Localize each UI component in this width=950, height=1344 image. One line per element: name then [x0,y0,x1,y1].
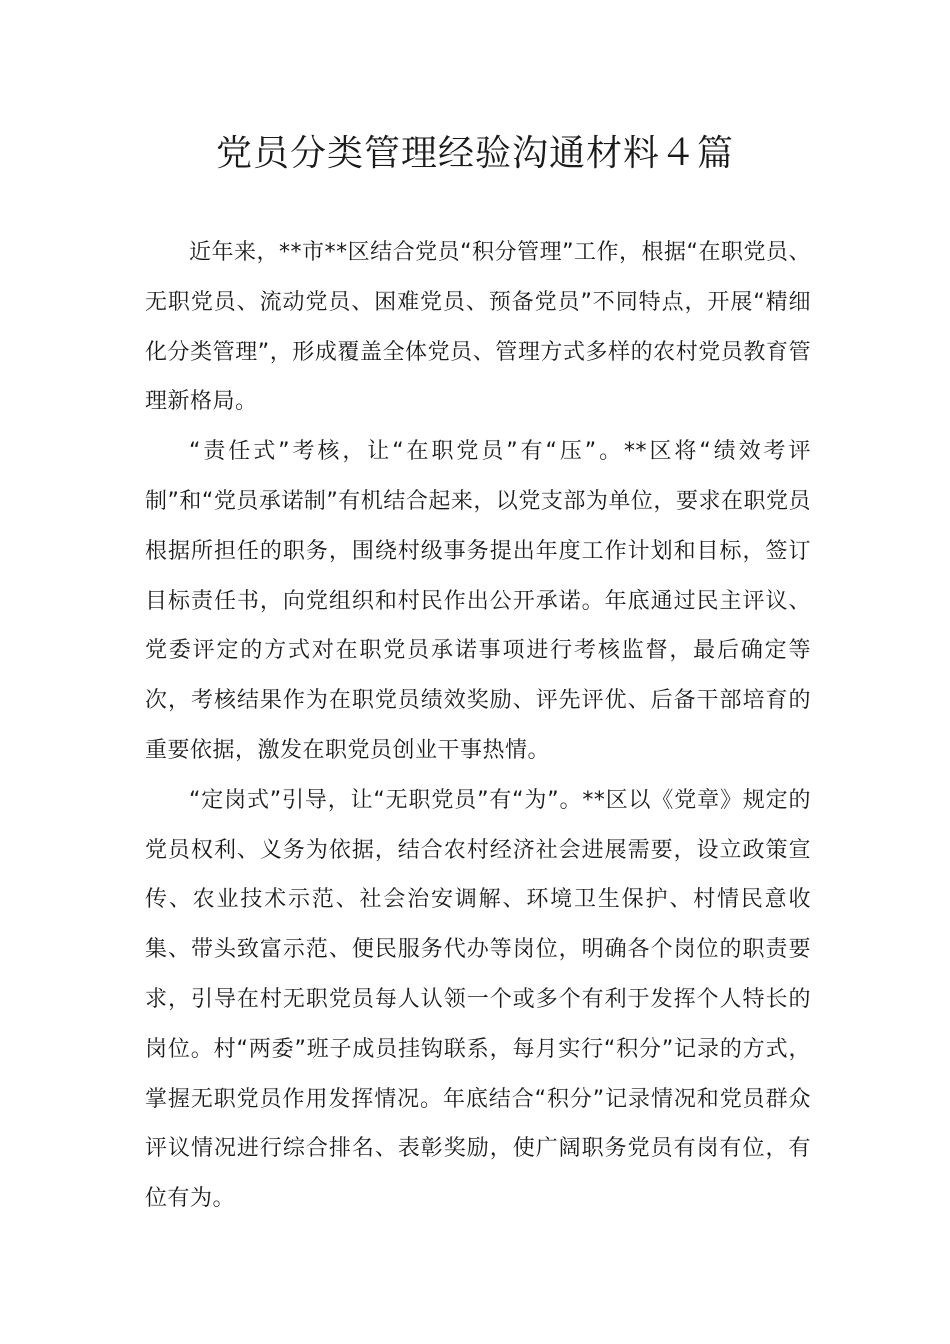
document-body [145,228,811,1224]
paragraph-non-office-members: “定岗式”引导，让“无职党员”有“为”。**区以《党章》规定的党员权利、义务为依据，结合农村经济社会进展需要，设立政策宣传、农业技术示范、社会治安调解、环境卫生保护、村情民意收集、带头致富示范、便民服务代办等岗位，明确各个岗位的职责要求，引导在村无职党员每人认领一个或多个有利于发挥个人特长的岗位。村“两委”班子成员挂钩联系，每月实行“积分”记录的方式，掌握无职党员作用发挥情况。年底结合“积分”记录情况和党员群众评议情况进行综合排名、表彰奖励，使广阔职务党员有岗有位，有位有为。 [145,787,811,1212]
paragraph-incumbent-members: “责任式”考核，让“在职党员”有“压”。**区将“绩效考评制”和“党员承诺制”有机结合起来，以党支部为单位，要求在职党员根据所担任的职务，围绕村级事务提出年度工作计划和目标，签订目标责任书，向党组织和村民作出公开承诺。年底通过民主评议、党委评定的方式对在职党员承诺事项进行考核监督，最后确定等次，考核结果作为在职党员绩效奖励、评先评优、后备干部培育的重要依据，激发在职党员创业干事热情。 [145,439,811,763]
paragraph-intro: 近年来，**市**区结合党员“积分管理”工作，根据“在职党员、无职党员、流动党员、困难党员、预备党员”不同特点，开展“精细化分类管理”，形成覆盖全体党员、管理方式多样的农村党员教育管理新格局。 [145,240,811,415]
document-title: 党员分类管理经验沟通材料４篇 [215,133,734,174]
